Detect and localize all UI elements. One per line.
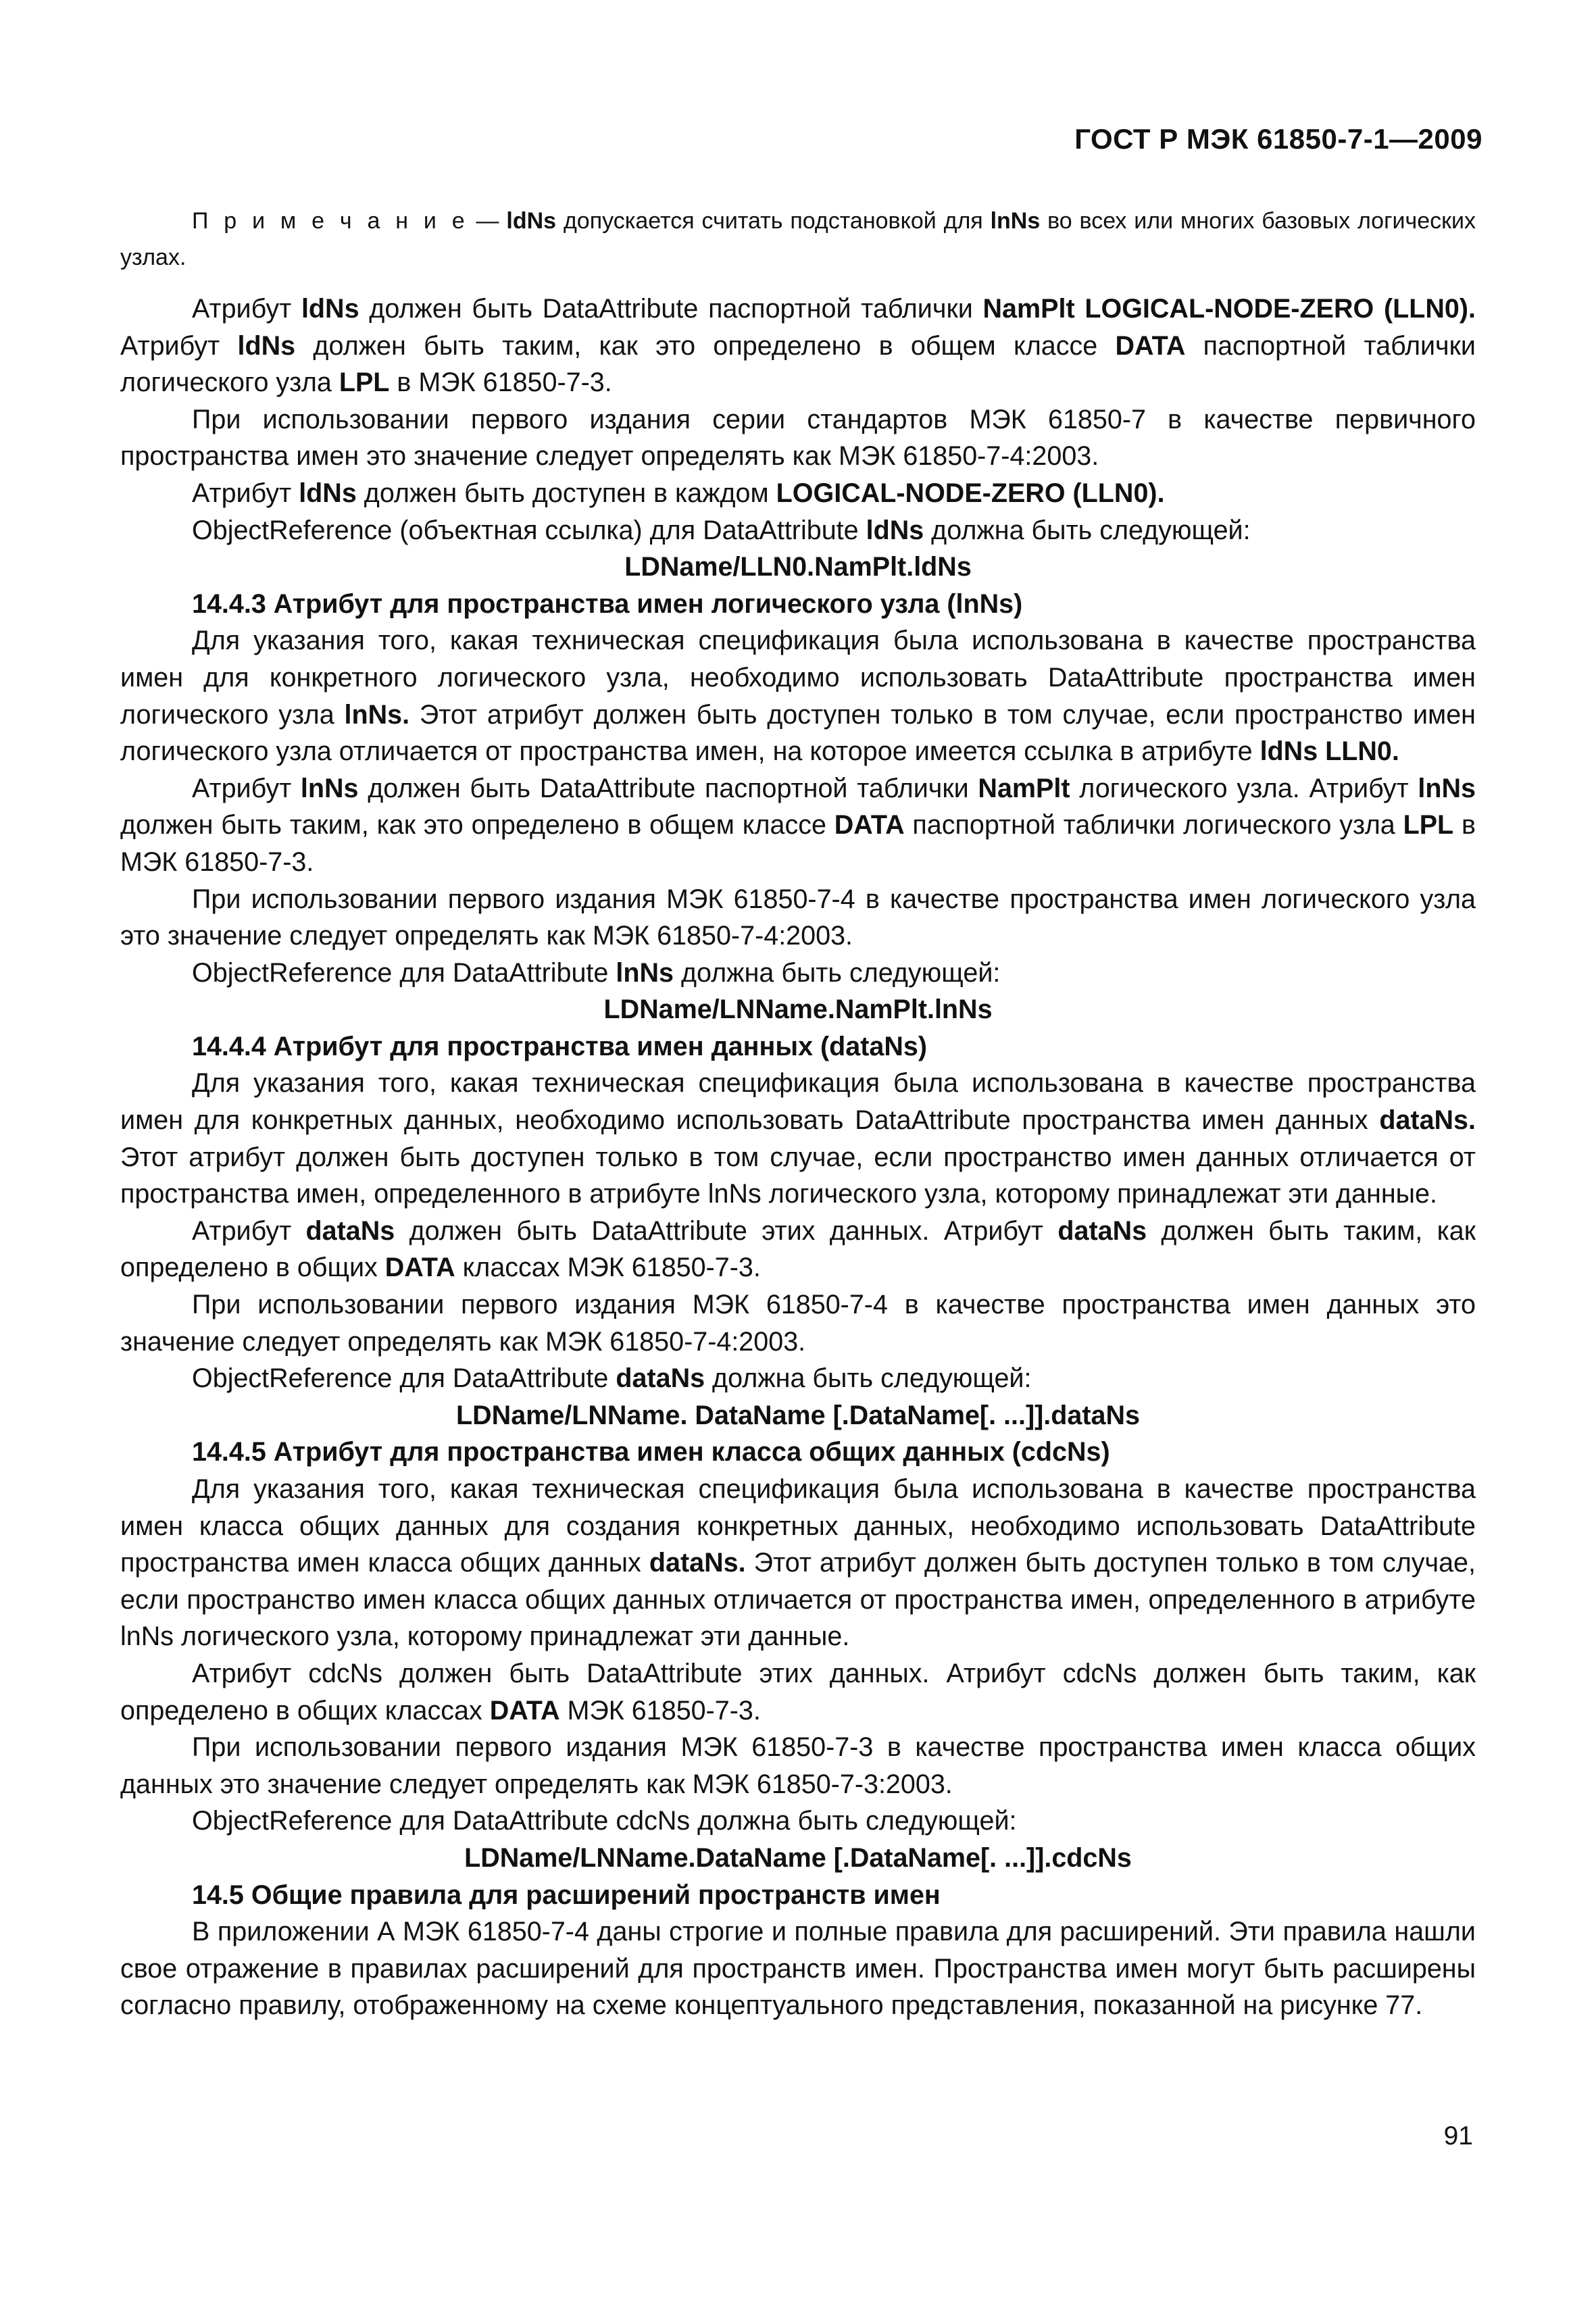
bold-term: ldNs (301, 294, 359, 324)
section-heading (120, 1434, 1476, 1471)
body-paragraph (120, 1913, 1476, 2024)
text-run: ObjectReference для DataAttribute (192, 957, 616, 988)
text-run: должна быть следующей: (673, 957, 1001, 988)
body-paragraph (120, 291, 1476, 401)
body-paragraph (120, 1655, 1476, 1729)
text-run: Этот атрибут должен быть доступен только в том случае, если пространство имен класса общих данных отличается от пространства имен, определенного в атрибуте lnNs логического узла, которому принадлежат эти данные. (120, 1548, 1476, 1652)
body-paragraph (120, 512, 1476, 549)
text-run: LDName/LNName. DataName [.DataName[. ...]].dataNs (456, 1400, 1140, 1430)
text-run: LDName/LLN0.NamPlt.ldNs (624, 552, 972, 582)
text-run: В приложении А МЭК 61850-7-4 даны строгие и полные правила для расширений. Эти правила нашли свое отражение в правилах расширений для пространств имен. Пространства имен могут быть расширены согласно правилу, отображенному на схеме концептуального представления, показанной на рисунке 77. (120, 1917, 1476, 2021)
bold-term: DATA (1115, 330, 1186, 361)
body-paragraph (120, 1729, 1476, 1803)
text-run: ObjectReference (объектная ссылка) для DataAttribute (192, 515, 866, 545)
text-run: Атрибут (192, 294, 301, 324)
text-run: Атрибут cdcNs должен быть DataAttribute этих данных. Атрибут cdcNs должен быть таким, как определено в общих классах (120, 1658, 1476, 1726)
text-run: в МЭК 61850-7-3. (120, 810, 1476, 877)
bold-term: lnNs (1418, 773, 1476, 803)
section-heading (120, 586, 1476, 623)
bold-term: ldNs (237, 330, 296, 361)
text-run: При использовании первого издания МЭК 61850-7-4 в качестве пространства имен логического узла это значение следует определять как МЭК 61850-7-4:2003. (120, 884, 1476, 951)
text-run: Этот атрибут должен быть доступен только в том случае, если пространство имен данных отличается от пространства имен, определенного в атрибуте lnNs логического узла, которому принадлежат эти данные. (120, 1142, 1476, 1209)
text-run: логического узла. Атрибут (1070, 773, 1418, 803)
text-run: 14.4.5 Атрибут для пространства имен класса общих данных (cdcNs) (192, 1437, 1110, 1467)
text-run: должен быть таким, как это определено в общем классе (295, 330, 1116, 361)
text-run: должна быть следующей: (705, 1363, 1032, 1394)
text-run: во всех или многих базовых логических узлах. (120, 208, 1476, 270)
bold-term: lnNs (990, 208, 1041, 234)
text-run: должен быть DataAttribute паспортной таблички (359, 294, 983, 324)
text-run: должен быть DataAttribute этих данных. Атрибут (395, 1215, 1058, 1246)
document-body (120, 203, 1476, 2024)
text-run: Атрибут (120, 330, 238, 361)
object-reference-formula (120, 1397, 1476, 1434)
bold-term: DATA (384, 1253, 455, 1283)
document-header: ГОСТ Р МЭК 61850-7-1—2009 (1074, 123, 1482, 155)
bold-term: DATA (834, 810, 905, 840)
body-paragraph (120, 955, 1476, 992)
body-paragraph (120, 622, 1476, 770)
text-run: 14.5 Общие правила для расширений пространств имен (192, 1880, 941, 1910)
bold-term: lnNs. (344, 699, 410, 730)
bold-term: lnNs (616, 957, 674, 988)
bold-term: LPL (1403, 810, 1454, 840)
text-run: Атрибут (192, 773, 301, 803)
text-run: LDName/LNName.NamPlt.lnNs (603, 995, 993, 1025)
text-run: должен быть DataAttribute паспортной таблички (358, 773, 978, 803)
section-heading (120, 1877, 1476, 1914)
text-run: Для указания того, какая техническая спецификация была использована в качестве пространства имен для конкретного логического узла, необходимо использовать DataAttribute пространства имен логического узла (120, 626, 1476, 730)
text-run: При использовании первого издания серии стандартов МЭК 61850-7 в качестве первичного пространства имен это значение следует определять как МЭК 61850-7-4:2003. (120, 404, 1476, 472)
text-run: 14.4.4 Атрибут для пространства имен данных (dataNs) (192, 1031, 928, 1061)
body-paragraph (120, 1286, 1476, 1360)
object-reference-formula (120, 991, 1476, 1028)
text-run: ObjectReference для DataAttribute (192, 1363, 616, 1394)
body-paragraph (120, 1471, 1476, 1655)
text-run: Для указания того, какая техническая спецификация была использована в качестве пространства имен класса общих данных для создания конкретных данных, необходимо использовать DataAttribute пространства имен класса общих данных (120, 1474, 1476, 1578)
bold-term: ldNs (866, 515, 924, 545)
text-run: паспортной таблички логического узла (120, 330, 1476, 398)
text-run: LDName/LNName.DataName [.DataName[. ...]].cdcNs (464, 1842, 1132, 1873)
bold-term: dataNs (305, 1215, 395, 1246)
text-run: в МЭК 61850-7-3. (389, 368, 612, 398)
bold-term: NamPlt LOGICAL-NODE-ZERO (LLN0). (982, 294, 1476, 324)
bold-term: LPL (339, 368, 390, 398)
bold-term: dataNs (1057, 1215, 1147, 1246)
text-run: П р и м е ч а н и е (192, 208, 469, 234)
body-paragraph (120, 1065, 1476, 1212)
text-run: классах МЭК 61850-7-3. (455, 1253, 761, 1283)
note-paragraph (120, 203, 1476, 276)
text-run: МЭК 61850-7-3. (559, 1695, 761, 1726)
text-run: При использовании первого издания МЭК 61850-7-4 в качестве пространства имен данных это значение следует определять как МЭК 61850-7-4:2003. (120, 1290, 1476, 1357)
text-run: — (468, 208, 507, 234)
bold-term: dataNs. (649, 1548, 746, 1578)
body-paragraph (120, 1360, 1476, 1397)
body-paragraph (120, 1213, 1476, 1286)
text-run: паспортной таблички логического узла (904, 810, 1403, 840)
text-run: должна быть следующей: (924, 515, 1251, 545)
text-run: допускается считать подстановкой для (556, 208, 991, 234)
body-paragraph (120, 475, 1476, 512)
text-run: 14.4.3 Атрибут для пространства имен логического узла (lnNs) (192, 588, 1023, 619)
page-number: 91 (1443, 2121, 1473, 2150)
body-paragraph (120, 401, 1476, 475)
bold-term: LOGICAL-NODE-ZERO (LLN0). (776, 478, 1165, 508)
text-run: ObjectReference для DataAttribute cdcNs должна быть следующей: (192, 1806, 1017, 1836)
bold-term: lnNs (300, 773, 359, 803)
bold-term: ldNs (299, 478, 357, 508)
text-run: должен быть таким, как это определено в общем классе (120, 810, 834, 840)
body-paragraph (120, 770, 1476, 881)
text-run: Атрибут (192, 1215, 306, 1246)
object-reference-formula (120, 1840, 1476, 1877)
text-run: Атрибут (192, 478, 299, 508)
text-run: При использовании первого издания МЭК 61850-7-3 в качестве пространства имен класса общих данных это значение следует определять как МЭК 61850-7-3:2003. (120, 1732, 1476, 1799)
bold-term: ldNs LLN0. (1260, 736, 1399, 767)
bold-term: NamPlt (978, 773, 1070, 803)
text-run: Этот атрибут должен быть доступен только в том случае, если пространство имен логического узла отличается от пространства имен, на которое имеется ссылка в атрибуте (120, 699, 1476, 767)
bold-term: dataNs. (1379, 1105, 1476, 1136)
bold-term: dataNs (616, 1363, 705, 1394)
body-paragraph (120, 881, 1476, 955)
text-run: должен быть доступен в каждом (356, 478, 776, 508)
section-heading (120, 1028, 1476, 1065)
text-run: должен быть таким, как определено в общих (120, 1215, 1476, 1283)
body-paragraph (120, 1803, 1476, 1840)
object-reference-formula (120, 549, 1476, 586)
bold-term: ldNs (506, 208, 557, 234)
bold-term: DATA (489, 1695, 560, 1726)
text-run: Для указания того, какая техническая спецификация была использована в качестве пространства имен для конкретных данных, необходимо использовать DataAttribute пространства имен данных (120, 1068, 1476, 1136)
